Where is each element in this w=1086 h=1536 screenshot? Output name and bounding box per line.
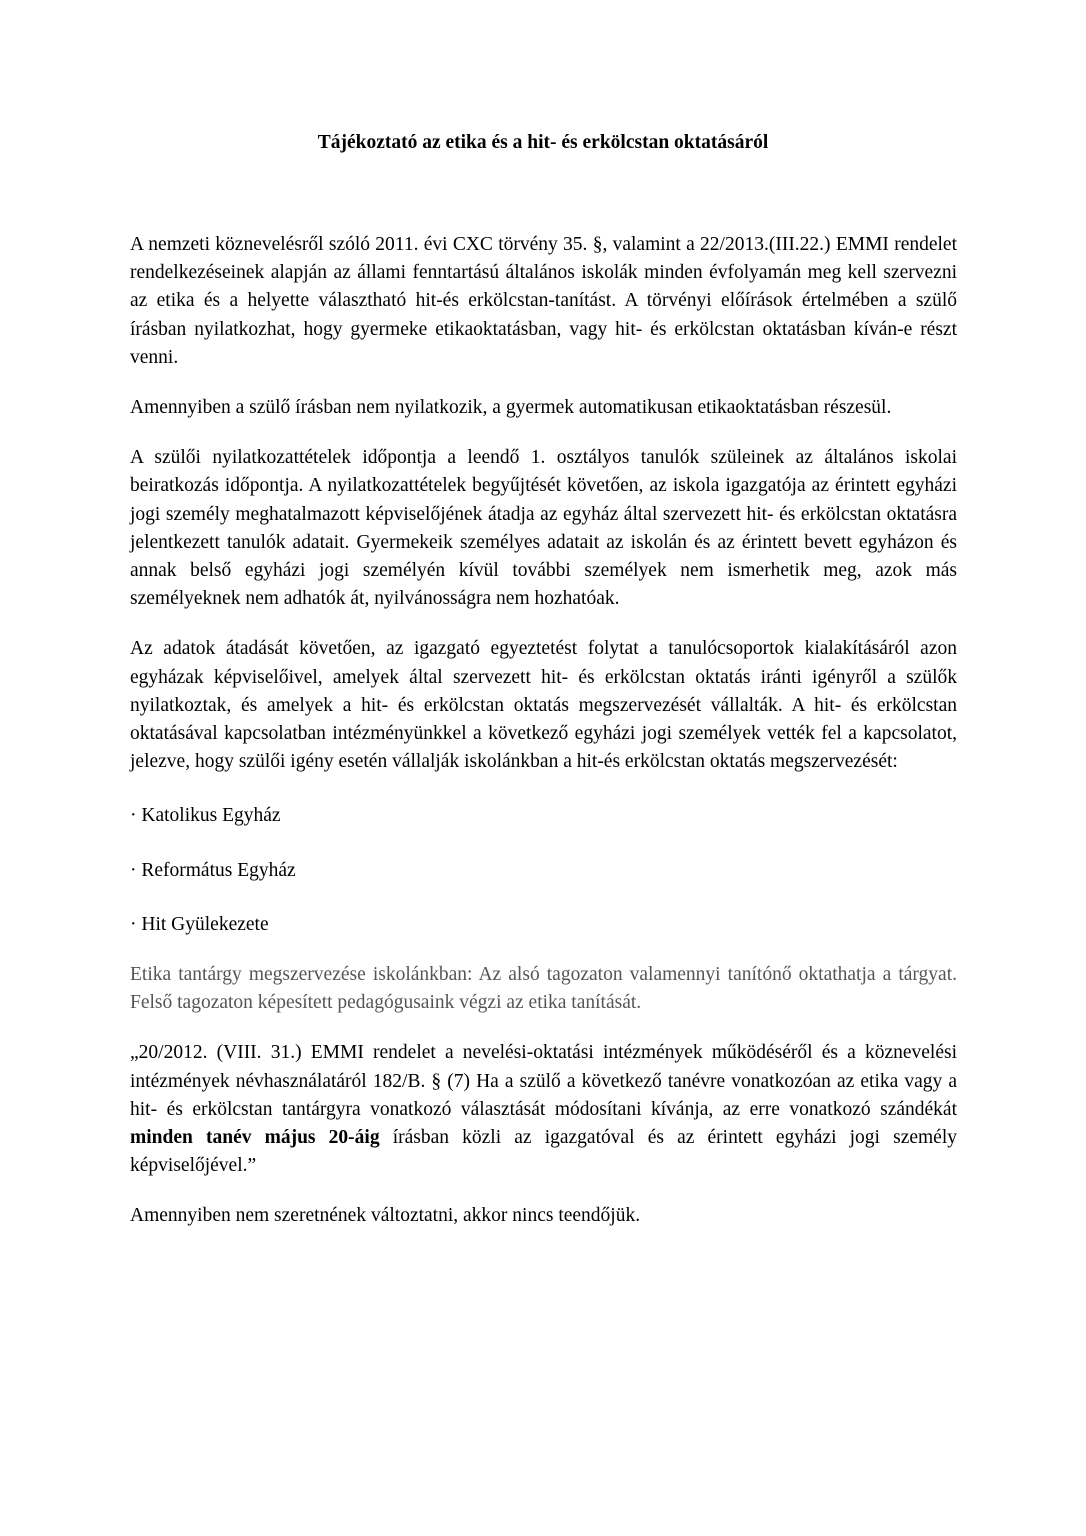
document-title: Tájékoztató az etika és a hit- és erkölcstan oktatásáról [317,132,769,153]
church-list-item: · Hit Gyülekezete [130,913,269,935]
church-list-item: · Református Egyház [130,859,296,881]
paragraph-legal-basis: A nemzeti köznevelésről szóló 2011. évi CXC törvény 35. §, valamint a 22/2013.(III.22.) EMMI rendelet rendelkezéseinek alapján az állami fenntartású általános iskolák minden évfolyamán meg kell szervezni az etika és a helyette választható hit-és erkölcstan-tanítást. A törvényi előírások értelmében a szülő írásban nyilatkozhat, hogy gyermeke etikaoktatásban, vagy hit- és erkölcstan oktatásban kíván-e részt venni. [130,234,957,368]
document-body [130,231,957,1231]
quote-text-start: „20/2012. (VIII. 31.) EMMI rendelet a nevelési-oktatási intézmények működéséről és a köznevelési intézmények névhasználatáról 182/B. § (7) Ha a szülő a következő tanévre vonatkozóan az etika vagy a hit- és erkölcstan tantárgyra vonatkozó választását módosítani kívánja, az erre vonatkozó szándékát [130,1042,957,1120]
church-list-item: · Katolikus Egyház [130,805,281,827]
quote-text-end: írásban közli az igazgatóval és az érintett egyházi jogi személy képviselőjével.” [130,1127,957,1177]
paragraph-no-action: Amennyiben nem szeretnének változtatni, akkor nincs teendőjük. [130,1205,641,1227]
deadline-highlight: minden tanév május 20-áig [130,1127,380,1149]
paragraph-church-coordination: Az adatok átadását követően, az igazgató egyeztetést folytat a tanulócsoportok kialakításáról azon egyházak képviselőivel, amelyek által szervezett hit- és erkölcstan oktatás iránti igényről a szülők nyilatkoztak, és amelyek a hit- és erkölcstan oktatás megszervezését vállalták. A hit- és erkölcstan oktatásával kapcsolatban intézményünkkel a következő egyházi jogi személyek vették fel a kapcsolatot, jelezve, hogy szülői igény esetén vállalják iskolánkban a hit-és erkölcstan oktatás megszervezését: [130,638,957,773]
paragraph-declaration-timing: A szülői nyilatkozattételek időpontja a leendő 1. osztályos tanulók szüleinek az általános iskolai beiratkozás időpontja. A nyilatkozattételek begyűjtését követően, az iskola igazgatója az érintett egyházi jogi személy meghatalmazott képviselőjének átadja az egyház által szervezett hit- és erkölcstan oktatásra jelentkezett tanulók adatait. Gyermekeik személyes adatait az iskolán és az érintett bevett egyházon és annak belső egyházi jogi személyén kívül további személyek nem ismerhetik meg, azok más személyeknek nem adhatók át, nyilvánosságra nem hozhatóak. [130,447,957,610]
paragraph-default-ethics: Amennyiben a szülő írásban nem nyilatkozik, a gyermek automatikusan etikaoktatásban részesül. [130,397,892,419]
paragraph-ethics-organization: Etika tantárgy megszervezése iskolánkban: Az alsó tagozaton valamennyi tanítónő oktathatja a tárgyat. Felső tagozaton képesített pedagógusaink végzi az etika tanítását. [130,964,957,1014]
paragraph-regulation-quote [130,1039,957,1180]
